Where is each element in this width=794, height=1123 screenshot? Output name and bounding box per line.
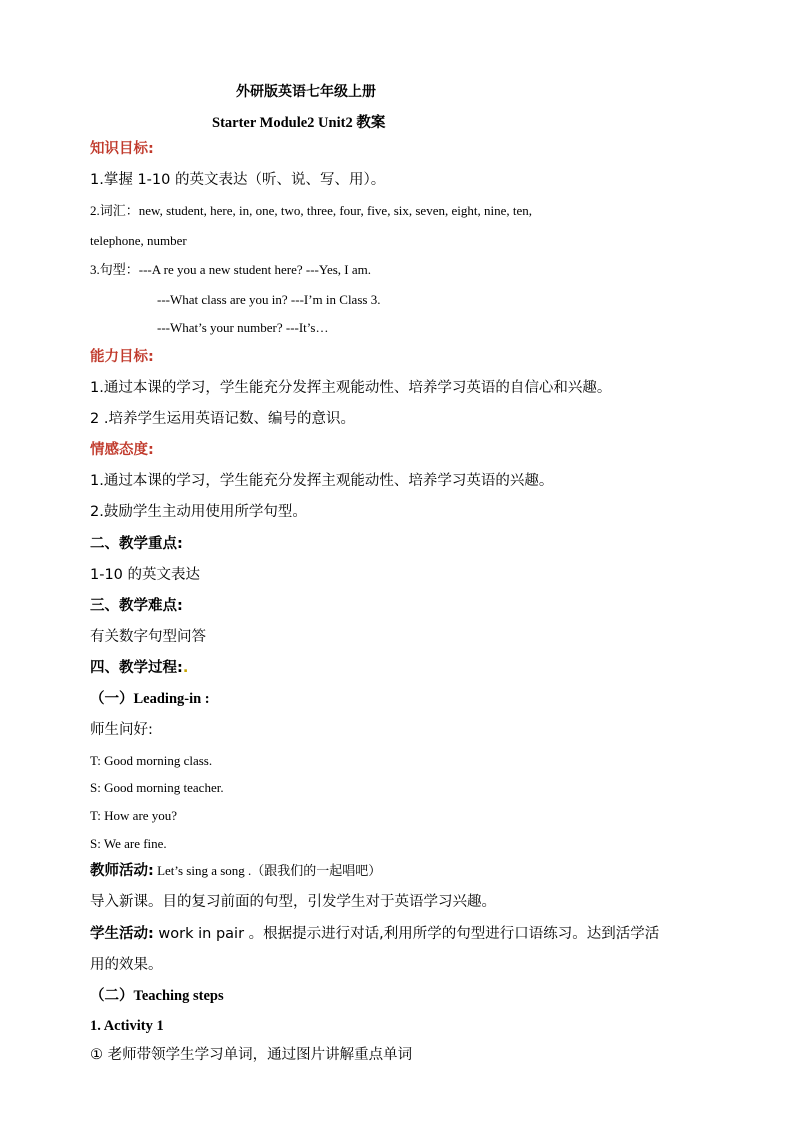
activity-heading: 1. Activity 1: [90, 1018, 164, 1034]
knowledge-item-2-cont: telephone, number: [90, 233, 187, 248]
greeting-label: 师生问好:: [90, 722, 153, 738]
student-activity-text: work in pair 。根据提示进行对话,利用所学的句型进行口语练习。达到活学活: [153, 926, 660, 942]
knowledge-item-3-line-2: ---What class are you in? ---I’m in Class 3.: [157, 292, 381, 307]
student-activity-cont: 用的效果。: [90, 957, 163, 973]
emotion-item-1: 1.通过本课的学习，学生能充分发挥主观能动性、培养学习英语的兴趣。: [90, 473, 554, 489]
knowledge-item-3-line-3: ---What’s your number? ---It’s…: [157, 320, 329, 335]
dialog-line: T: Good morning class.: [90, 753, 213, 768]
knowledge-item-2: 2.词汇：new, student, here, in, one, two, three, four, five, six, seven, eight, nine, ten,: [90, 203, 532, 218]
teacher-activity-label: 教师活动:: [90, 863, 154, 879]
emotion-heading: 情感态度:: [90, 442, 154, 458]
teaching-steps-heading: （二）Teaching steps: [90, 988, 224, 1004]
ability-heading: 能力目标:: [90, 349, 154, 365]
document-subtitle: Starter Module2 Unit2 教案: [212, 115, 386, 131]
knowledge-item-1: 1.掌握 1-10 的英文表达（听、说、写、用）。: [90, 172, 386, 188]
ability-item-2: 2 .培养学生运用英语记数、编号的意识。: [90, 411, 355, 427]
intro-text: 导入新课。目的复习前面的句型，引发学生对于英语学习兴趣。: [90, 894, 496, 910]
process-heading: [90, 659, 188, 677]
student-activity-label: 学生活动:: [90, 926, 154, 942]
process-heading-dot: .: [182, 660, 189, 676]
key-points-heading: 二、教学重点:: [90, 536, 183, 552]
document-title: 外研版英语七年级上册: [236, 84, 376, 100]
emotion-item-2: 2.鼓励学生主动用使用所学句型。: [90, 504, 307, 520]
ability-item-1: 1.通过本课的学习，学生能充分发挥主观能动性、培养学习英语的自信心和兴趣。: [90, 380, 612, 396]
key-points-text: 1-10 的英文表达: [90, 567, 201, 583]
process-heading-text: 四、教学过程:: [90, 660, 183, 676]
difficulties-text: 有关数字句型问答: [90, 629, 206, 645]
leadin-heading: （一）Leading-in :: [90, 691, 210, 707]
knowledge-heading: 知识目标:: [90, 141, 154, 157]
student-activity: [90, 925, 659, 943]
dialog-line: T: How are you?: [90, 808, 178, 823]
activity-item: ① 老师带领学生学习单词，通过图片讲解重点单词: [90, 1047, 413, 1063]
teacher-activity: [90, 862, 381, 880]
dialog-line: S: Good morning teacher.: [90, 780, 224, 795]
dialog-line: S: We are fine.: [90, 836, 167, 851]
difficulties-heading: 三、教学难点:: [90, 598, 183, 614]
teacher-activity-text: Let’s sing a song .（跟我们的一起唱吧）: [153, 863, 382, 878]
knowledge-item-3: 3.句型：---A re you a new student here? ---Yes, I am.: [90, 262, 371, 277]
